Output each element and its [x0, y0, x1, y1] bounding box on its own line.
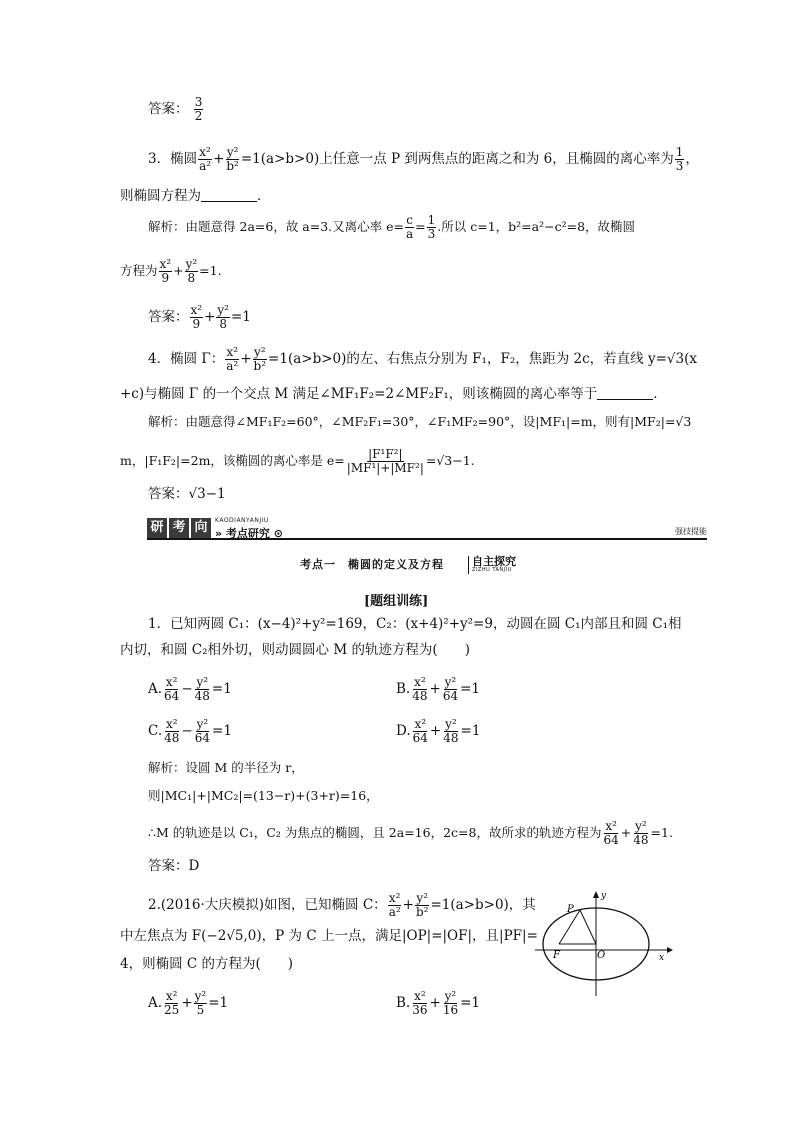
p1-option-d[interactable]: D. $\frac{\text{x²}}{64}$ + $\frac{\text{y²}}{48}$ =1 [396, 717, 481, 745]
p1-option-a[interactable]: A. $\frac{\text{x²}}{64}$ − $\frac{\text{y²}}{48}$ =1 [148, 675, 232, 703]
section-subtitle: KAODIANYANJIU [215, 517, 269, 524]
q3-answer: 答案： $\frac{\text{x²}}{9}$ + $\frac{\text{y²}}{8}$ =1 [148, 303, 251, 331]
label-x: x [659, 953, 665, 963]
q4-solution-line1: 解析：由题意得∠MF₁F₂=60°，∠MF₂F₁=30°，∠F₁MF₂=90°，设|MF₁|=m，则有|MF₂|=√3 [148, 414, 692, 429]
q4-answer: 答案：√3−1 [148, 486, 226, 502]
q4-stem-line1: 4．椭圆 Γ： $\frac{\text{x²}}{\text{a²}}$ + $\frac{\text{y²}}{\text{b²}}$ =1(a>b>0)的左、右焦点分别为 F₁，F₂，焦距为 2c，若直线 y=√3(x [148, 345, 697, 373]
ellipse-figure [535, 888, 675, 996]
section-header [147, 516, 707, 542]
q3-solution-line2: 方程为 $\frac{\text{x²}}{9}$ + $\frac{\text{y²}}{8}$ =1. [120, 257, 222, 285]
x-axis-arrow [667, 947, 673, 953]
p1-solution-line2: 则|MC₁|+|MC₂|=(13−r)+(3+r)=16， [148, 788, 379, 803]
p2-stem-line3: 4，则椭圆 C 的方程为( ) [120, 956, 294, 972]
label-p: P [567, 904, 574, 915]
group-heading: [题组训练] [364, 594, 429, 609]
topic-title: 考点一 椭圆的定义及方程 [300, 558, 444, 571]
section-box-2: 考 [169, 518, 189, 538]
answer-blank [201, 189, 257, 202]
section-right-label: 强技提能 [675, 527, 707, 536]
q3-solution-line1: 解析：由题意得 2a=6，故 a=3.又离心率 e= $\frac{c}{a}$ = $\frac{1}{3}$ .所以 c=1，b²=a²−c²=8，故椭圆 [148, 213, 636, 241]
p1-option-c[interactable]: C. $\frac{\text{x²}}{48}$ − $\frac{\text{y²}}{64}$ =1 [148, 717, 232, 745]
p2-stem-line2: 中左焦点为 F(−2√5,0)，P 为 C 上一点，满足|OP|=|OF|，且|PF|= [120, 928, 538, 944]
section-divider [147, 538, 707, 540]
label-f: F [553, 950, 560, 961]
p1-answer: 答案：D [148, 858, 200, 874]
section-box-1: 研 [147, 518, 167, 538]
p2-option-a[interactable]: A. $\frac{\text{x²}}{25}$ + $\frac{\text{y²}}{5}$ =1 [148, 989, 229, 1017]
answer-blank [597, 387, 653, 400]
q3-stem-line2: 则椭圆方程为 ． [120, 188, 271, 204]
topic-tag: 自主探究 ZIZHU TANJIU [468, 556, 516, 574]
y-axis-arrow [593, 891, 599, 898]
segment-po [580, 910, 596, 944]
q3-stem-line1: 3．椭圆 $\frac{\text{x²}}{\text{a²}}$ + $\frac{\text{y²}}{\text{b²}}$ =1(a>b>0)上任意一点 P 到两焦点的距离之和为 6，且椭圆的离心率为 $\frac{1}{3}$ ， [148, 145, 699, 173]
p1-stem-line1: 1．已知两圆 C₁：(x−4)²+y²=169，C₂：(x+4)²+y²=9，动圆在圆 C₁内部且和圆 C₁相 [148, 616, 682, 632]
q4-solution-line2: m，|F₁F₂|=2m，该椭圆的离心率是 e= $\frac{\text{|F¹F²|}}{\text{|MF¹|+|MF²|}}$ =√3−1. [120, 447, 475, 475]
segment-pf [559, 910, 580, 944]
p1-solution-line1: 解析：设圆 M 的半径为 r， [148, 760, 304, 775]
section-box-3: 向 [191, 518, 211, 538]
label-o: O [597, 950, 606, 961]
p1-option-b[interactable]: B. $\frac{\text{x²}}{48}$ + $\frac{\text{y²}}{64}$ =1 [396, 675, 480, 703]
q4-stem-line2: +c)与椭圆 Γ 的一个交点 M 满足∠MF₁F₂=2∠MF₂F₁，则该椭圆的离心率等于 ． [120, 386, 667, 402]
q2-answer: 答案： $\frac{3}{2}$ [148, 95, 203, 123]
p2-option-b[interactable]: B. $\frac{\text{x²}}{36}$ + $\frac{\text{y²}}{16}$ =1 [396, 989, 480, 1017]
p1-solution-line3: ∴M 的轨迹是以 C₁，C₂ 为焦点的椭圆，且 2a=16，2c=8，故所求的轨迹方程为 $\frac{\text{x²}}{64}$ + $\frac{\text{y²}}{48}$ =1. [148, 819, 673, 847]
p1-stem-line2: 内切，和圆 C₂相外切，则动圆圆心 M 的轨迹方程为( ) [120, 642, 470, 658]
section-title: » 考点研究 ⊙ [215, 527, 283, 540]
p2-stem-line1: 2.(2016·大庆模拟)如图，已知椭圆 C： $\frac{\text{x²}}{\text{a²}}$ + $\frac{\text{y²}}{\text{b²}}$ =1(a>b>0)，其 [148, 891, 536, 919]
label-y: y [601, 891, 607, 901]
